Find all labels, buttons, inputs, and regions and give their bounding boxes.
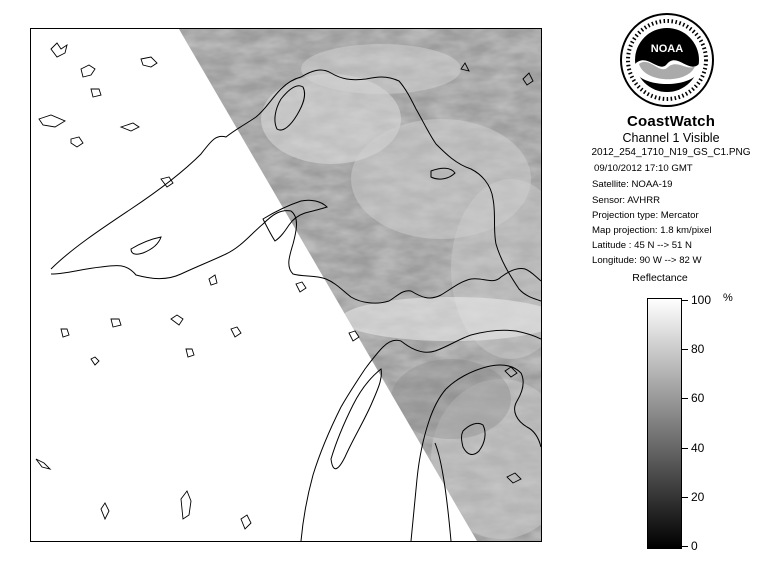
satellite-swath — [31, 29, 541, 541]
map-projection-label: Map projection: 1.8 km/pixel — [592, 225, 712, 236]
colorbar-tick-label: 20 — [691, 490, 705, 504]
colorbar-tick-label: 100 — [691, 293, 712, 307]
colorbar-tick-label: 0 — [691, 539, 698, 553]
projection-type-label: Projection type: Mercator — [592, 210, 699, 221]
colorbar-tick-label: 40 — [691, 441, 705, 455]
colorbar — [647, 298, 682, 549]
isle-royale — [131, 237, 161, 254]
map-svg — [31, 29, 541, 541]
datetime-label: 09/10/2012 17:10 GMT — [594, 163, 693, 174]
colorbar-title: Reflectance — [632, 272, 688, 284]
longitude-label: Longitude: 90 W --> 82 W — [592, 255, 702, 266]
latitude-label: Latitude : 45 N --> 51 N — [592, 240, 692, 251]
noaa-logo-svg — [619, 12, 715, 108]
colorbar-tick — [682, 497, 688, 498]
app-title: CoastWatch — [626, 113, 716, 130]
colorbar-tick-label: 80 — [691, 342, 705, 356]
satellite-label: Satellite: NOAA-19 — [592, 179, 673, 190]
logo-text: NOAA — [650, 43, 684, 55]
door-peninsula — [331, 369, 381, 469]
filename-label: 2012_254_1710_N19_GS_C1.PNG — [591, 147, 751, 158]
colorbar-tick — [682, 300, 688, 301]
colorbar-tick-label: 60 — [691, 391, 705, 405]
noaa-logo — [619, 12, 715, 108]
colorbar-unit: % — [723, 292, 733, 304]
sensor-label: Sensor: AVHRR — [592, 195, 661, 206]
satellite-map — [30, 28, 542, 542]
channel-label: Channel 1 Visible — [622, 131, 720, 145]
colorbar-tick — [682, 448, 688, 449]
colorbar-tick — [682, 546, 688, 547]
colorbar-tick — [682, 349, 688, 350]
colorbar-tick — [682, 398, 688, 399]
